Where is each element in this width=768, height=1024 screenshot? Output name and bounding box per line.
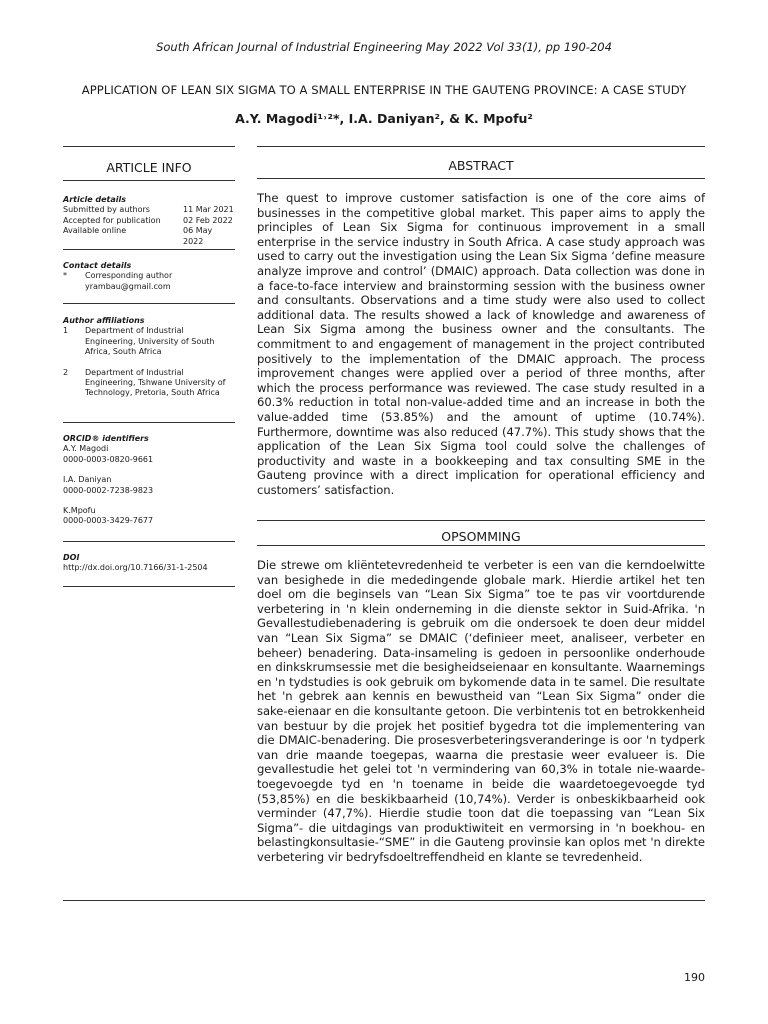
orcid-name: A.Y. Magodi	[63, 444, 109, 454]
contact-divider	[63, 303, 235, 304]
page-number: 190	[684, 971, 705, 984]
corresponding-marker: *	[63, 271, 67, 281]
abstract-top-rule	[257, 146, 705, 147]
opsomming-text: Die strewe om kliëntetevredenheid te verbeter is een van die kerndoelwitte van besighede in die mededingende globale mark. Hierdie artikel het ten doel om die beginsels van “Lean Six Sigma” toe te pas vir voortdurende verbetering in 'n klein onderneming in die dienste sektor in Suid-Afrika. 'n Gevallestudiebenadering is gebruik om die ondersoek te doen deur middel van “Lean Six Sigma” se DMAIC (‘definieer meet, analiseer, verbeter en beheer) benadering. Data-insameling is gedoen in persoonlike onderhoude en dinkskrumsessie met die besigheidseienaar en konsultante. Waarnemings en 'n tydstudies is ook gebruik om bykomende data in te samel. Die resultate het 'n gebrek aan kennis en bewustheid van “Lean Six Sigma” onder die sake-eienaar en die konsultante getoon. Die verbintenis tot en betrokkenheid van bestuur by die projek het positief bygedra tot die implementering van die DMAIC-benadering. Die prosesverbeteringsveranderinge is oor 'n tydperk van drie maande toegepas, waarna die prestasie weer evalueer is. Die gevallestudie het gelei tot 'n vermindering van 60,3% in totale nie-waarde-toegevoegde tyd en 'n toename in beide die waardetoegevoegde tyd (53,85%) en die beskikbaarheid (10,74%). Verder is onbeskikbaarheid ook verminder (47,7%). Hierdie studie toon dat die toepassing van “Lean Six Sigma”- die uitdagings van produktiwiteit en vermorsing in 'n boekhou- en belastingkonsultasie-“SME” in die Gauteng provinsie kan oplos met 'n direkte verbetering vir bedryfsdoeltreffendheid en klante se tevredenheid.	[257, 558, 705, 864]
detail-date: 06 May 2022	[183, 226, 213, 246]
contact-email-row	[63, 282, 235, 292]
affiliation-item	[63, 368, 235, 399]
contact-details-block	[63, 261, 235, 292]
article-details-label: Article details	[63, 195, 127, 204]
article-info-top-rule	[63, 146, 235, 147]
orcid-id[interactable]: 0000-0002-7238-9823	[63, 485, 154, 495]
detail-date: 11 Mar 2021	[183, 205, 234, 215]
article-details-block	[63, 195, 235, 247]
orcid-label: ORCID® identifiers	[63, 434, 149, 443]
detail-row-online	[63, 226, 235, 247]
orcid-name: K.Mpofu	[63, 506, 96, 516]
journal-header: South African Journal of Industrial Engineering May 2022 Vol 33(1), pp 190-204	[156, 40, 612, 54]
article-info-heading: ARTICLE INFO	[106, 160, 192, 175]
affiliations-divider	[63, 422, 235, 423]
abstract-text: The quest to improve customer satisfaction is one of the core aims of businesses in the competitive global market. This paper aims to apply the principles of Lean Six Sigma for continuous improvement in a small enterprise in the service industry in South Africa. A case study approach was used to carry out the investigation using the Lean Six Sigma ‘define measure analyze improve and control’ (DMAIC) approach. Data collection was done in a face-to-face interview and brainstorming session with the business owner and consultants. Observations and a time study were also used to collect additional data. The results showed a lack of knowledge and awareness of Lean Six Sigma among the business owner and the consultants. The commitment to and engagement of management in the project contributed positively to the implementation of the DMAIC approach. The process improvement changes were applied over a period of three months, after which the process performance was reviewed. The case study resulted in a 60.3% reduction in total non-value-added time and an increase in both the value-added time (53.85%) and the amount of uptime (10.74%). Furthermore, downtime was also reduced (47.7%). This study shows that the application of the Lean Six Sigma tool could solve the challenges of productivity and waste in a bookkeeping and tax consulting SME in the Gauteng province with a direct implication for operational efficiency and customers’ satisfaction.	[257, 191, 705, 497]
doi-divider	[63, 586, 235, 587]
contact-row	[63, 271, 235, 281]
corresponding-role: Corresponding author	[85, 271, 173, 281]
affiliation-number: 2	[63, 367, 69, 377]
article-info-heading-rule	[63, 180, 235, 181]
affiliation-item	[63, 326, 235, 357]
opsomming-top-rule	[257, 520, 705, 521]
details-divider	[63, 249, 235, 250]
author-affiliations-label: Author affiliations	[63, 316, 145, 325]
detail-label: Submitted by authors	[63, 205, 150, 215]
affiliation-text: Department of Industrial Engineering, Tshwane University of Technology, Pretoria, South Africa	[85, 367, 226, 398]
orcid-divider	[63, 541, 235, 542]
detail-date: 02 Feb 2022	[183, 215, 233, 225]
opsomming-heading: OPSOMMING	[441, 529, 521, 544]
doi-block	[63, 553, 235, 574]
orcid-id[interactable]: 0000-0003-3429-7677	[63, 516, 154, 526]
detail-row-accepted	[63, 216, 235, 226]
detail-label: Available online	[63, 226, 127, 236]
paper-title: APPLICATION OF LEAN SIX SIGMA TO A SMALL ENTERPRISE IN THE GAUTENG PROVINCE: A CASE STUDY	[81, 83, 687, 97]
orcid-name: I.A. Daniyan	[63, 475, 112, 485]
detail-label: Accepted for publication	[63, 215, 161, 225]
abstract-heading: ABSTRACT	[448, 158, 514, 173]
opsomming-heading-rule	[257, 545, 705, 546]
affiliation-number: 1	[63, 326, 69, 336]
detail-row-submitted	[63, 205, 235, 215]
doi-link[interactable]: http://dx.doi.org/10.7166/31-1-2504	[63, 563, 208, 573]
contact-email[interactable]: yrambau@gmail.com	[85, 281, 171, 291]
orcid-block	[63, 434, 235, 527]
orcid-id[interactable]: 0000-0003-0820-9661	[63, 454, 154, 464]
abstract-heading-rule	[257, 178, 705, 179]
affiliation-text: Department of Industrial Engineering, University of South Africa, South Africa	[85, 326, 215, 357]
doi-label: DOI	[63, 553, 80, 562]
author-list: A.Y. Magodi¹˒²*, I.A. Daniyan², & K. Mpofu²	[235, 111, 533, 126]
bottom-rule	[63, 900, 705, 901]
contact-details-label: Contact details	[63, 261, 132, 270]
author-affiliations-block	[63, 316, 235, 399]
